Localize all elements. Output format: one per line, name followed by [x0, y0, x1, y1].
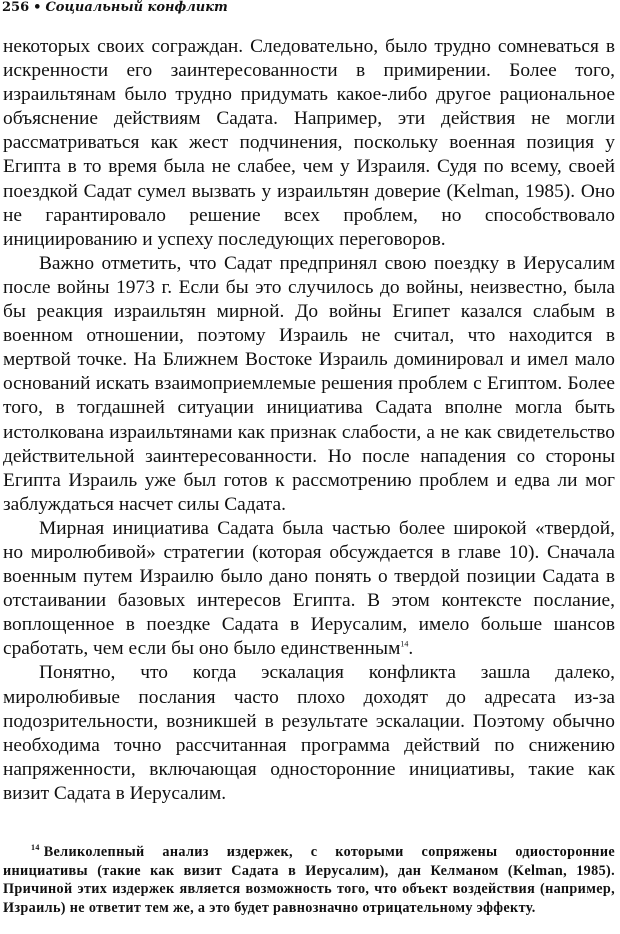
- paragraph-2: Важно отметить, что Садат предпринял свою поездку в Иерусалим после войны 1973 г. Если бы это случилось до войны, неизвестно, была бы реакция израильтян мирной. До войны Египет казался слабым в военном отношении, поэтому Израиль не считал, что находится в мертвой точке. На Ближнем Востоке Израиль доминировал и имел мало оснований искать взаимоприемлемые решения проблем с Египтом. Более того, в тогдашней ситуации инициатива Садата вполне могла быть истолкована израильтянами как признак слабости, а не как свидетельство действительной заинтересованности. Но после нападения со стороны Египта Израиль уже был готов к рассмотрению проблем и едва ли мог заблуждаться насчет силы Садата.: [3, 252, 615, 515]
- footnote-text-block: [3, 843, 615, 917]
- footnote-reference: 14: [400, 639, 409, 649]
- paragraph-3-end: .: [408, 638, 414, 660]
- footnote: [3, 843, 615, 917]
- main-text: [3, 35, 615, 806]
- footnote-text: Великолепный анализ издержек, с которыми сопряжены одиосторонние инициативы (такие как визит Садата в Иерусалим), дан Келманом (Kelman, 1985). Причиной этих издержек является возможность того, что объект воздействия (например, Израиль) не ответит тем же, а это будет равнозначно отрицательному эффекту.: [3, 844, 615, 916]
- paragraph-3: [3, 517, 615, 662]
- running-head: [2, 0, 228, 16]
- paragraph-1: некоторых своих сограждан. Следовательно, было трудно сомневаться в искренности его заинтересованности в примирении. Более того, израильтянам было трудно придумать какое-либо другое рациональное объяснение действиям Садата. Например, эти действия не могли рассматриваться как жест подчинения, поскольку военная позиция у Египта в то время была не слабее, чем у Израиля. Судя по всему, своей поездкой Садат сумел вызвать у израильтян доверие (Kelman, 1985). Оно не гарантировало решение всех проблем, но способствовало инициированию и успеху последующих переговоров.: [3, 36, 615, 250]
- header-bullet: •: [33, 0, 42, 15]
- paragraph-4: Понятно, что когда эскалация конфликта зашла далеко, миролюбивые послания часто плохо доходят до адресата из-за подозрительности, возникшей в результате эскалации. Поэтому обычно необходима точно рассчитанная программа действий по снижению напряженности, включающая односторонние инициативы, такие как визит Садата в Иерусалим.: [3, 662, 615, 804]
- paragraph-3-text: Мирная инициатива Садата была частью более широкой «твердой, но миролюбивой» стратегии (которая обсуждается в главе 10). Сначала военным путем Израилю было дано понять о твердой позиции Садата в отстаивании базовых интересов Египта. В этом контексте послание, воплощенное в поездке Садата в Иерусалим, имело больше шансов сработать, чем если бы оно было единственным: [3, 517, 615, 660]
- book-title: Социальный конфликт: [45, 0, 228, 15]
- page-number: 256: [2, 0, 30, 15]
- footnote-marker: 14: [31, 843, 40, 853]
